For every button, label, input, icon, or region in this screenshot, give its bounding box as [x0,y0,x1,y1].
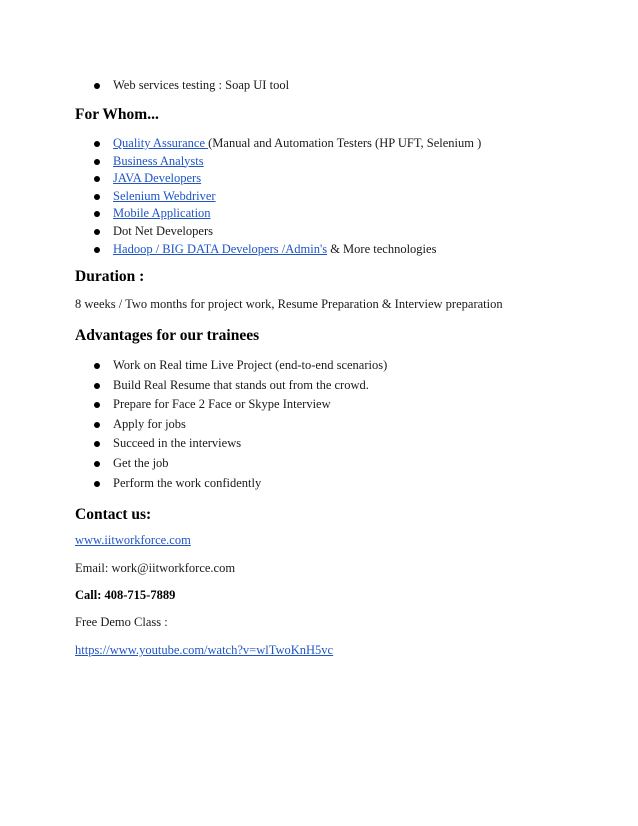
bullet-dot [94,141,100,147]
bullet-dot [94,402,100,408]
list-item-text: Build Real Resume that stands out from the crowd. [113,377,369,392]
advantages-heading: Advantages for our trainees [75,327,260,344]
java-developers-link[interactable]: JAVA Developers [113,171,202,186]
list-item [94,135,481,153]
list-item [94,376,387,396]
list-item [94,153,481,171]
list-item [94,188,481,206]
business-analysts-link[interactable]: Business Analysts [113,153,204,168]
list-item-text: Perform the work confidently [113,475,262,490]
bullet-dot [94,211,100,217]
bullet-dot [94,363,100,369]
list-item [94,395,387,415]
bullet-dot [94,247,100,253]
bullet-dot [94,461,100,467]
bullet-dot [94,229,100,235]
list-item [94,77,289,95]
phone-text: Call: 408-715-7889 [75,588,176,602]
list-item-text: Succeed in the interviews [113,436,242,451]
bullet-dot [94,422,100,428]
list-item [94,223,481,241]
bullet-dot [94,159,100,165]
list-item-text: Work on Real time Live Project (end-to-end scenarios) [113,358,388,372]
top-bullet-list [94,77,289,95]
hadoop-big-data-link[interactable]: Hadoop / BIG DATA Developers /Admin's [113,241,328,256]
demo-class-label: Free Demo Class : [75,615,168,629]
list-item [94,241,481,259]
bullet-dot [94,481,100,487]
list-item [94,434,387,454]
list-item-text: Web services testing : Soap UI tool [113,78,290,92]
website-link[interactable]: www.iitworkforce.com [75,533,191,547]
bullet-dot [94,176,100,182]
bullet-dot [94,83,100,89]
bullet-dot [94,441,100,447]
list-item [94,474,387,494]
list-item-text: & More technologies [327,241,437,256]
list-item [94,205,481,223]
list-item-text: Prepare for Face 2 Face or Skype Interview [113,397,331,412]
email-text: Email: work@iitworkforce.com [75,561,236,575]
list-item [94,170,481,188]
for-whom-heading: For Whom... [75,106,159,123]
duration-heading: Duration : [75,268,145,285]
demo-video-link[interactable]: https://www.youtube.com/watch?v=wlTwoKnH5vc [75,643,334,657]
for-whom-list [94,135,481,258]
duration-text: 8 weeks / Two months for project work, Resume Preparation & Interview preparation [75,297,503,311]
contact-heading: Contact us: [75,506,152,523]
bullet-dot [94,383,100,389]
advantages-list [94,356,387,493]
list-item [94,356,387,376]
bullet-dot [94,194,100,200]
quality-assurance-link[interactable]: Quality Assurance [113,136,209,150]
list-item [94,415,387,435]
list-item-text: Dot Net Developers [113,223,213,238]
list-item-text: Apply for jobs [113,416,186,431]
list-item-text: Get the job [113,455,169,470]
list-item-text: (Manual and Automation Testers (HP UFT, Selenium ) [208,136,482,150]
selenium-webdriver-link[interactable]: Selenium Webdriver [113,188,216,203]
mobile-application-link[interactable]: Mobile Application [113,206,211,221]
list-item [94,454,387,474]
